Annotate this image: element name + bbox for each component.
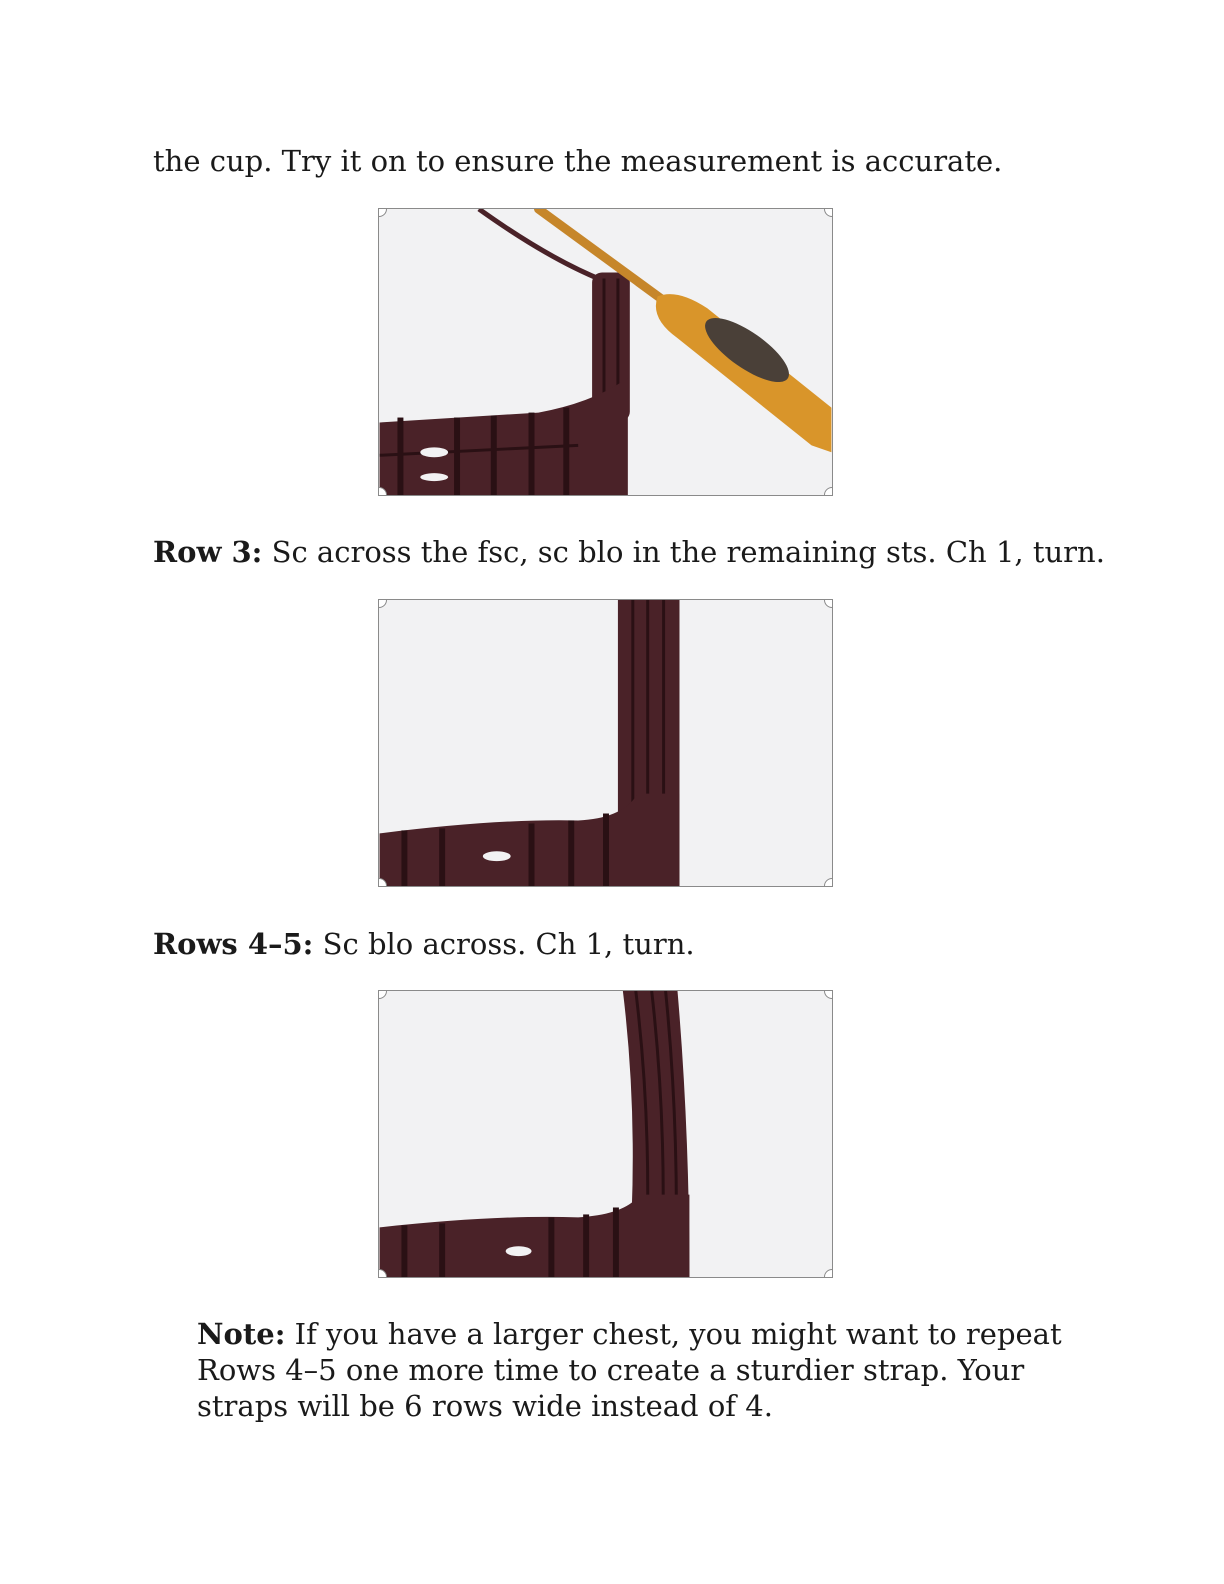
note-paragraph <box>197 1316 1077 1424</box>
intro-text <box>153 143 1002 179</box>
crochet-strap-image-rows-4-5 <box>379 991 832 1277</box>
crochet-strap-image-row-3 <box>379 600 832 886</box>
rows-4-5-instruction <box>153 926 695 962</box>
crochet-photo-rows-4-5 <box>378 990 833 1278</box>
note-label: Note: <box>197 1317 286 1351</box>
row-3-label: Row 3: <box>153 535 263 569</box>
row-3-instruction <box>153 534 1105 570</box>
rows-4-5-text: Sc blo across. Ch 1, turn. <box>313 927 695 961</box>
note-text: If you have a larger chest, you might want to repeat Rows 4–5 one more time to create a sturdier strap. Your straps will be 6 rows wide instead of 4. <box>197 1317 1062 1423</box>
intro-text-content: the cup. Try it on to ensure the measurement is accurate. <box>153 144 1003 178</box>
row-3-text: Sc across the fsc, sc blo in the remaining sts. Ch 1, turn. <box>262 535 1105 569</box>
rows-4-5-label: Rows 4–5: <box>153 927 314 961</box>
crochet-hook-image <box>379 209 832 495</box>
crochet-photo-row-2 <box>378 208 833 496</box>
crochet-photo-row-3 <box>378 599 833 887</box>
